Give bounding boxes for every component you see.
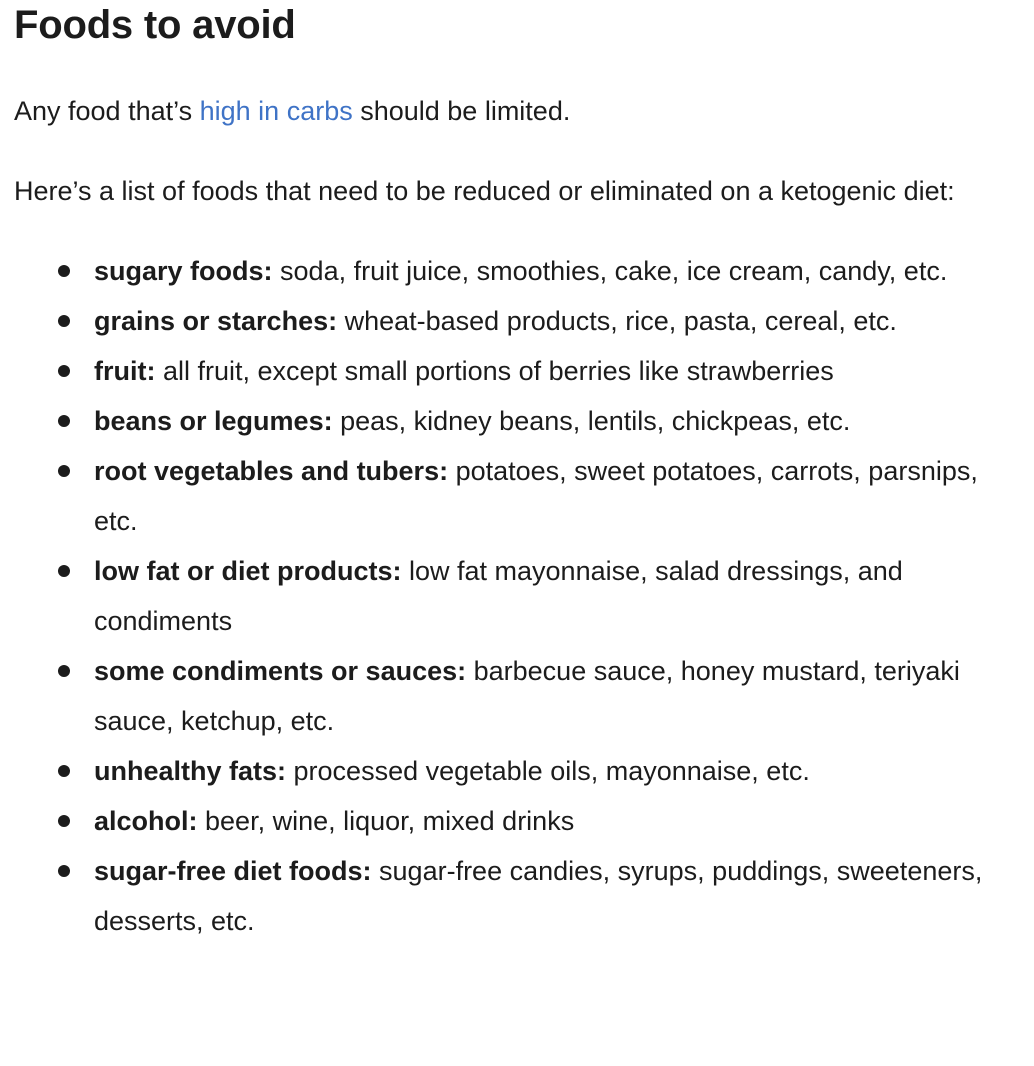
list-item	[94, 446, 1032, 546]
section-heading: Foods to avoid	[14, 3, 296, 47]
bullet-icon	[58, 865, 70, 877]
bullet-icon	[58, 465, 70, 477]
list-item-text: peas, kidney beans, lentils, chickpeas, etc.	[332, 406, 851, 436]
list-item-term: sugar-free diet foods:	[94, 856, 372, 886]
list-item-term: some condiments or sauces:	[94, 656, 467, 686]
list-item-term: alcohol:	[94, 806, 198, 836]
list-item-term: fruit:	[94, 356, 156, 386]
bullet-icon	[58, 765, 70, 777]
list-item	[94, 746, 1032, 796]
list-item-text: beer, wine, liquor, mixed drinks	[197, 806, 575, 836]
intro-text-after: should be limited.	[352, 96, 571, 126]
list-item-text: sugar-free candies, syrups, puddings, sweeteners, desserts, etc.	[94, 856, 983, 936]
intro-text-before: Any food that’s	[14, 96, 200, 126]
list-item	[94, 396, 1032, 446]
intro-paragraph	[14, 86, 1032, 136]
list-item-term: root vegetables and tubers:	[94, 456, 449, 486]
list-item	[94, 546, 1032, 646]
list-item-term: beans or legumes:	[94, 406, 333, 436]
bullet-icon	[58, 565, 70, 577]
list-item-text: low fat mayonnaise, salad dressings, and condiments	[94, 556, 903, 636]
bullet-icon	[58, 665, 70, 677]
list-item-text: soda, fruit juice, smoothies, cake, ice cream, candy, etc.	[272, 256, 948, 286]
list-item-term: low fat or diet products:	[94, 556, 402, 586]
list-item-term: unhealthy fats:	[94, 756, 287, 786]
bullet-icon	[58, 365, 70, 377]
list-item	[94, 796, 1032, 846]
bullet-icon	[58, 315, 70, 327]
list-item	[94, 296, 1032, 346]
list-item	[94, 246, 1032, 296]
list-item-term: grains or starches:	[94, 306, 338, 336]
list-item-term: sugary foods:	[94, 256, 273, 286]
list-item-text: barbecue sauce, honey mustard, teriyaki sauce, ketchup, etc.	[94, 656, 960, 736]
foods-to-avoid-list	[14, 246, 1032, 946]
list-item-text: processed vegetable oils, mayonnaise, etc.	[286, 756, 810, 786]
list-lead-paragraph: Here’s a list of foods that need to be reduced or eliminated on a ketogenic diet:	[14, 176, 955, 206]
list-item	[94, 846, 1032, 946]
high-in-carbs-link[interactable]: high in carbs	[199, 96, 353, 126]
list-item	[94, 646, 1032, 746]
list-item-text: wheat-based products, rice, pasta, cereal, etc.	[337, 306, 897, 336]
list-item-text: all fruit, except small portions of berries like strawberries	[155, 356, 834, 386]
list-item	[94, 346, 1032, 396]
list-item-text: potatoes, sweet potatoes, carrots, parsnips, etc.	[94, 456, 978, 536]
bullet-icon	[58, 265, 70, 277]
bullet-icon	[58, 415, 70, 427]
article-section	[14, 0, 1032, 946]
bullet-icon	[58, 815, 70, 827]
